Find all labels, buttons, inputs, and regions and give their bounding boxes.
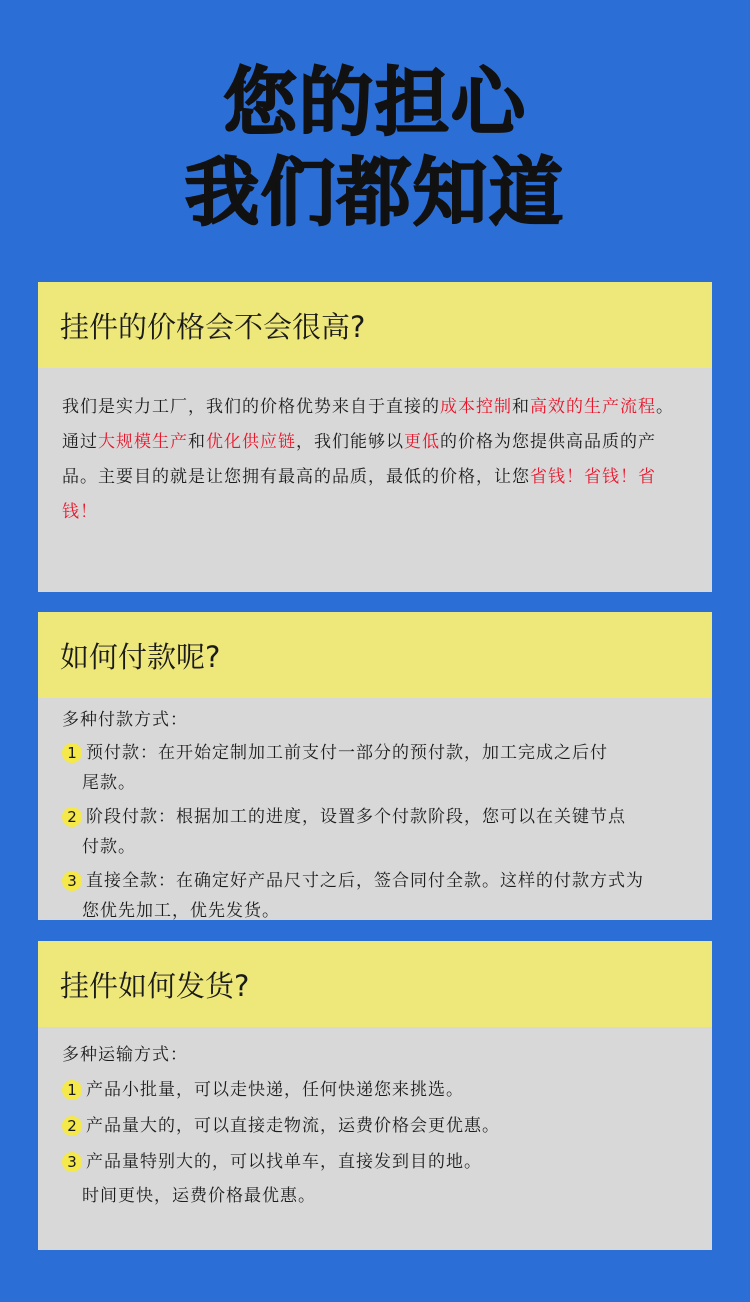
hero-line-1: 您的担心 — [223, 60, 527, 146]
shipping-item — [62, 1111, 688, 1141]
shipping-card-body — [38, 1027, 712, 1211]
hero-line-2: 我们都知道 — [185, 150, 565, 236]
number-badge: 3 — [62, 1152, 82, 1172]
shipping-card-title: 挂件如何发货? — [38, 941, 712, 1027]
shipping-item — [62, 1075, 688, 1105]
shipping-item-text: 产品量大的，可以直接走物流，运费价格会更优惠。 — [86, 1116, 500, 1136]
highlight-supply-chain: 优化供应链 — [206, 432, 296, 452]
text-segment: ，我们能够以 — [296, 432, 404, 452]
highlight-cost-control: 成本控制 — [440, 397, 512, 417]
text-segment: 的价格为您提供高品质的产品。主要目的就是让您拥有最高的品质，最低的价格，让您 — [62, 432, 656, 487]
text-segment: 和 — [512, 397, 530, 417]
number-badge: 2 — [62, 1116, 82, 1136]
payment-card-body — [38, 698, 712, 926]
payment-item — [62, 866, 688, 896]
price-card-body — [38, 368, 712, 530]
price-card — [38, 282, 712, 592]
number-badge: 2 — [62, 807, 82, 827]
payment-item-continuation: 您优先加工，优先发货。 — [82, 901, 280, 921]
number-badge: 1 — [62, 1080, 82, 1100]
payment-item-continuation: 尾款。 — [82, 773, 136, 793]
hero-heading — [0, 58, 750, 238]
payment-item — [62, 802, 688, 832]
text-segment: 我们是实力工厂，我们的价格优势来自于直接的 — [62, 397, 440, 417]
payment-item-continuation: 付款。 — [82, 837, 136, 857]
payment-item-text: 直接全款：在确定好产品尺寸之后，签合同付全款。这样的付款方式为 — [86, 871, 644, 891]
payment-item-text: 预付款：在开始定制加工前支付一部分的预付款，加工完成之后付 — [86, 743, 608, 763]
price-card-title: 挂件的价格会不会很高? — [38, 282, 712, 368]
price-description — [62, 390, 688, 530]
shipping-item — [62, 1147, 688, 1177]
shipping-item-text: 产品量特别大的，可以找单车，直接发到目的地。 — [86, 1152, 482, 1172]
highlight-mass-production: 大规模生产 — [98, 432, 188, 452]
shipping-extra-note: 时间更快，运费价格最优惠。 — [82, 1186, 316, 1206]
payment-intro: 多种付款方式： — [62, 710, 188, 730]
shipping-card — [38, 941, 712, 1250]
payment-item — [62, 738, 688, 768]
shipping-intro: 多种运输方式： — [62, 1045, 188, 1065]
shipping-item-text: 产品小批量，可以走快递，任何快递您来挑选。 — [86, 1080, 464, 1100]
highlight-save-money: 省钱！省钱！省钱！ — [62, 467, 656, 522]
text-segment: 和 — [188, 432, 206, 452]
payment-card — [38, 612, 712, 920]
number-badge: 1 — [62, 743, 82, 763]
highlight-efficient-process: 高效的生产流程 — [530, 397, 656, 417]
payment-card-title: 如何付款呢? — [38, 612, 712, 698]
highlight-lower: 更低 — [404, 432, 440, 452]
text-segment: 。通过 — [62, 397, 674, 452]
payment-item-text: 阶段付款：根据加工的进度，设置多个付款阶段，您可以在关键节点 — [86, 807, 626, 827]
number-badge: 3 — [62, 871, 82, 891]
